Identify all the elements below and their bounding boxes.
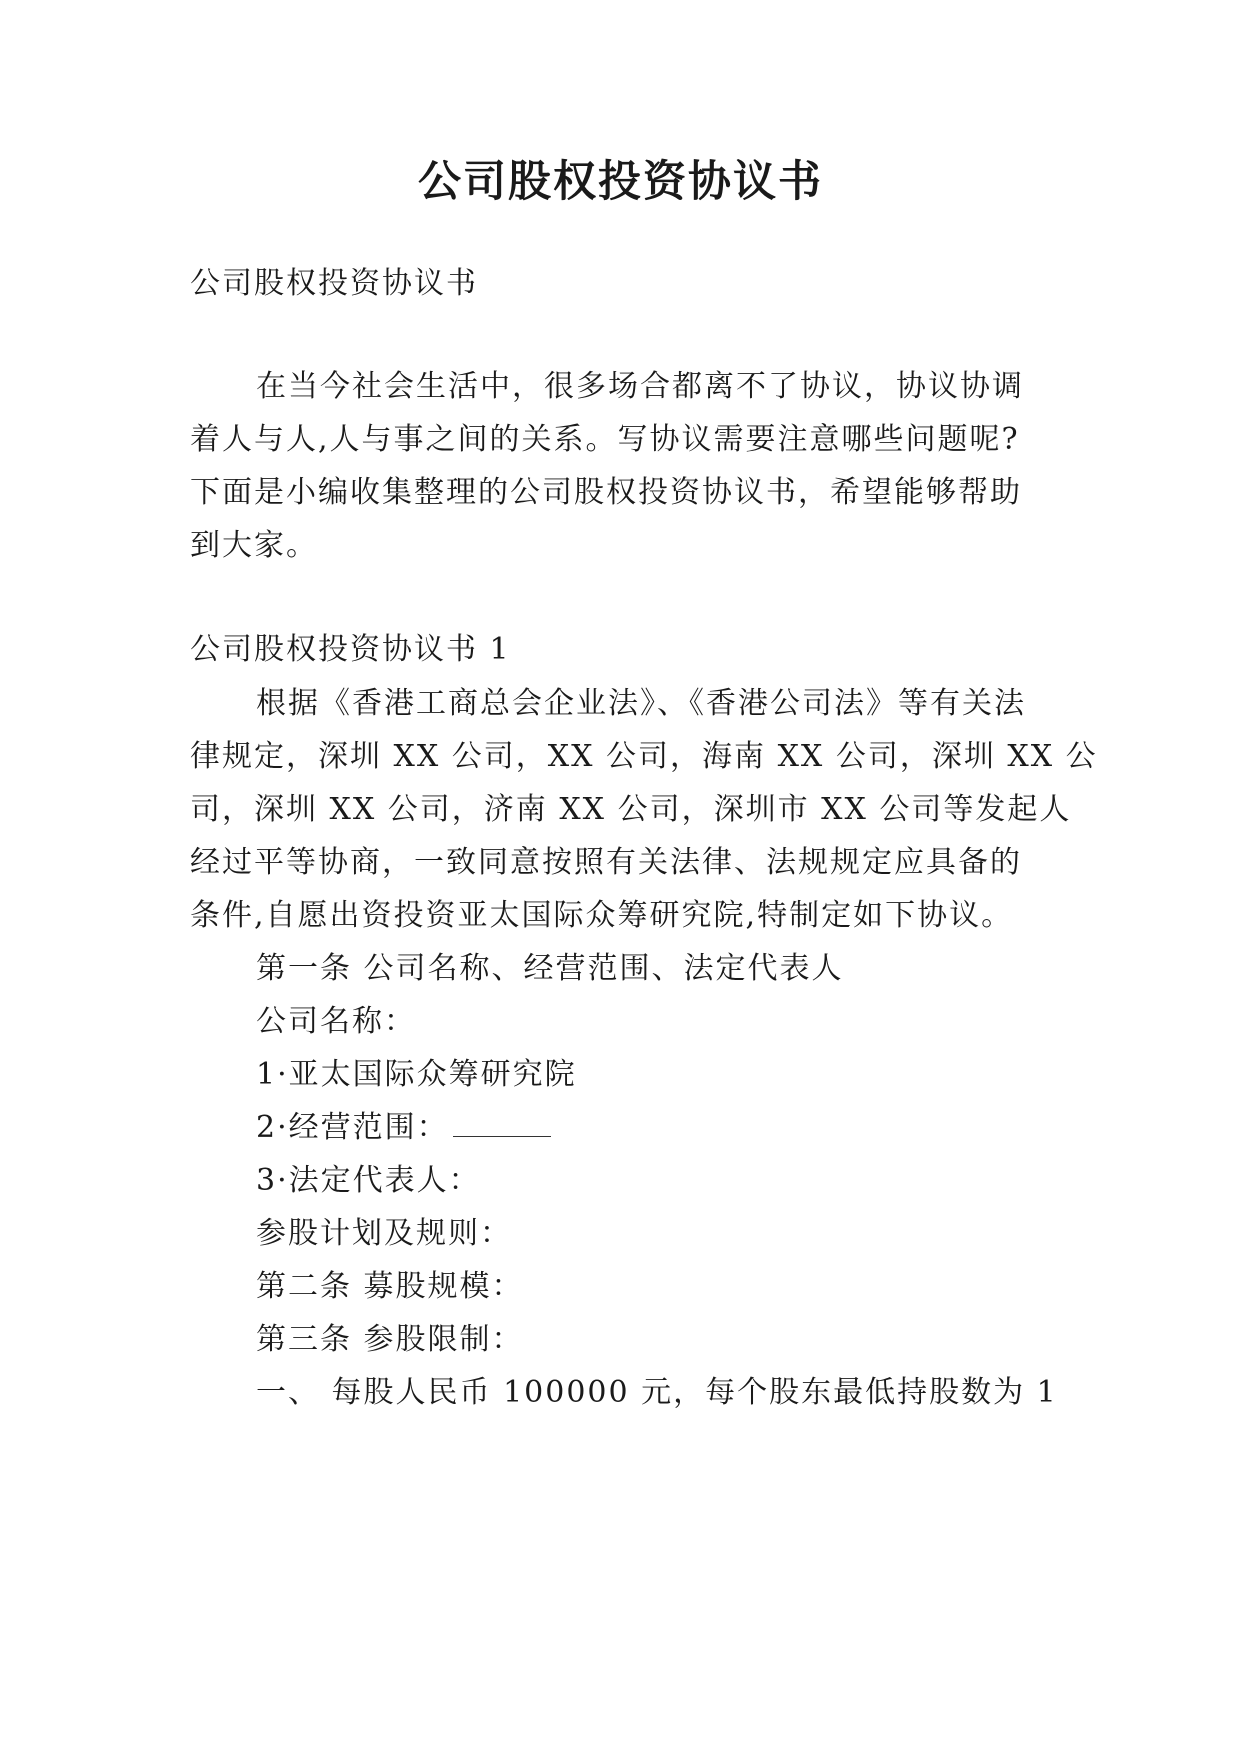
item-3: 3·法定代表人： xyxy=(256,1163,481,1198)
intro-line-4: 到大家。 xyxy=(190,528,318,563)
para-line-5: 条件,自愿出资投资亚太国际众筹研究院,特制定如下协议。 xyxy=(190,898,1014,933)
para-line-2: 律规定，深圳 XX 公司，XX 公司，海南 XX 公司，深圳 XX 公 xyxy=(190,739,1098,774)
section-heading: 公司股权投资协议书 1 xyxy=(190,632,511,667)
clause-1: 一、 每股人民币 100000 元，每个股东最低持股数为 1 xyxy=(256,1375,1058,1410)
document-subtitle: 公司股权投资协议书 xyxy=(190,266,478,301)
item-2-text: 2·经营范围： xyxy=(256,1110,449,1145)
blank-line xyxy=(453,1112,551,1137)
company-name-label: 公司名称： xyxy=(256,1004,416,1039)
intro-line-3: 下面是小编收集整理的公司股权投资协议书，希望能够帮助 xyxy=(190,475,1022,510)
article-3-heading: 第三条 参股限制： xyxy=(256,1322,524,1357)
para-line-4: 经过平等协商，一致同意按照有关法律、法规规定应具备的 xyxy=(190,845,1022,880)
intro-line-1: 在当今社会生活中，很多场合都离不了协议，协议协调 xyxy=(256,369,1024,404)
item-2 xyxy=(256,1108,551,1148)
para-line-1: 根据《香港工商总会企业法》、《香港公司法》等有关法 xyxy=(256,686,1026,721)
para-line-3: 司，深圳 XX 公司，济南 XX 公司，深圳市 XX 公司等发起人 xyxy=(190,792,1072,827)
document-title: 公司股权投资协议书 xyxy=(418,157,823,207)
plan-label: 参股计划及规则： xyxy=(256,1216,512,1251)
article-1-heading: 第一条 公司名称、经营范围、法定代表人 xyxy=(256,951,844,986)
item-1: 1·亚太国际众筹研究院 xyxy=(256,1057,577,1092)
article-2-heading: 第二条 募股规模： xyxy=(256,1269,524,1304)
intro-line-2: 着人与人,人与事之间的关系。写协议需要注意哪些问题呢? xyxy=(190,422,1020,457)
